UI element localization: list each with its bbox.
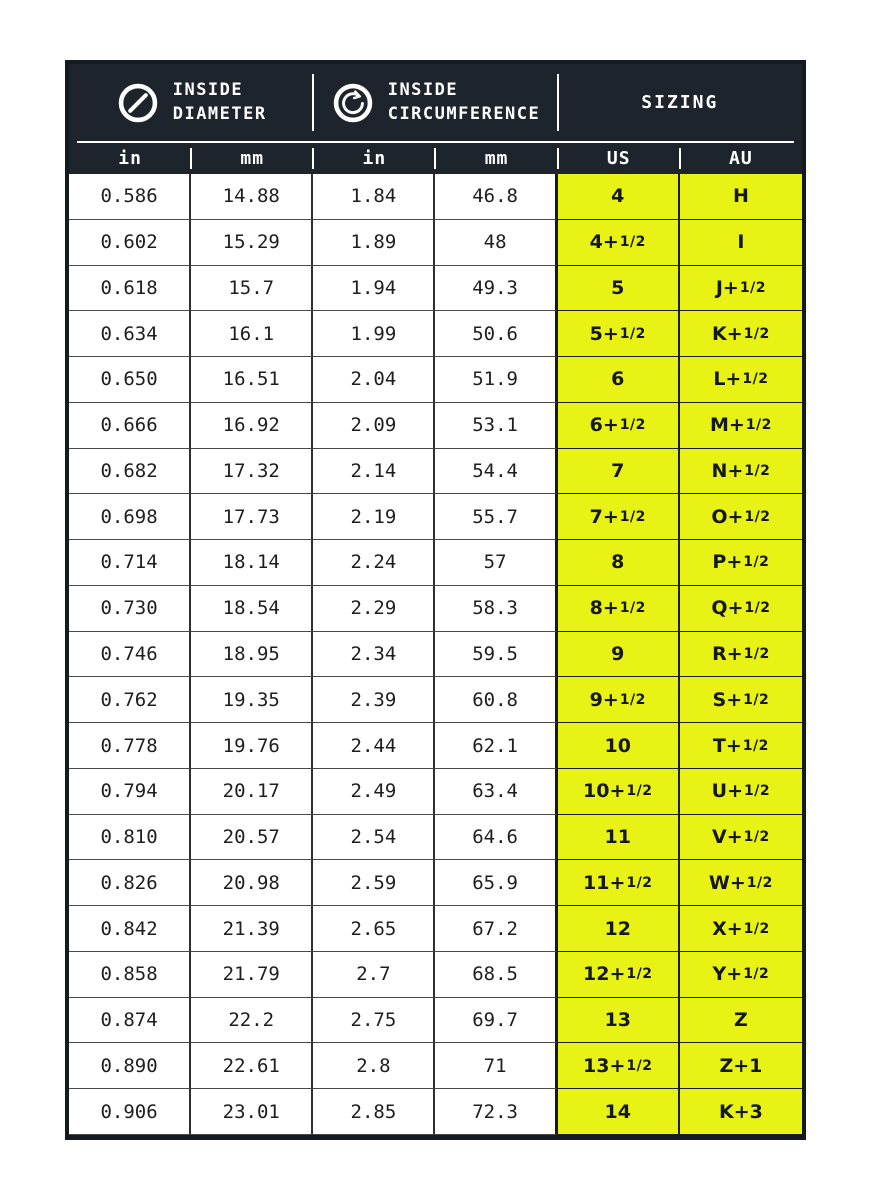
measurement-cell: 18.54: [191, 586, 313, 632]
measurement-cell: 0.858: [69, 952, 191, 998]
size-cell: 7: [558, 449, 680, 495]
measurement-cell: 0.778: [69, 723, 191, 769]
measurement-cell: 2.65: [313, 906, 435, 952]
measurement-cell: 55.7: [435, 494, 557, 540]
size-cell: J+ 1/2: [680, 266, 802, 312]
column-header-diameter-mm: mm: [191, 143, 313, 174]
size-cell: 10: [558, 723, 680, 769]
table-body: [69, 174, 802, 1135]
measurement-cell: 0.698: [69, 494, 191, 540]
measurement-cell: 2.85: [313, 1089, 435, 1135]
header-line: CIRCUMFERENCE: [387, 103, 541, 124]
measurement-cell: 0.730: [69, 586, 191, 632]
size-cell: S+ 1/2: [680, 677, 802, 723]
measurement-cell: 72.3: [435, 1089, 557, 1135]
table-header: [69, 64, 802, 174]
measurement-cell: 2.59: [313, 860, 435, 906]
measurement-cell: 0.586: [69, 174, 191, 220]
measurement-cell: 0.714: [69, 540, 191, 586]
measurement-cell: 15.7: [191, 266, 313, 312]
measurement-cell: 59.5: [435, 632, 557, 678]
measurement-cell: 67.2: [435, 906, 557, 952]
measurement-cell: 2.7: [313, 952, 435, 998]
measurement-cell: 19.76: [191, 723, 313, 769]
size-cell: K+ 1/2: [680, 311, 802, 357]
size-cell: Y+ 1/2: [680, 952, 802, 998]
measurement-cell: 68.5: [435, 952, 557, 998]
size-cell: L+ 1/2: [680, 357, 802, 403]
size-cell: 4: [558, 174, 680, 220]
size-cell: Q+ 1/2: [680, 586, 802, 632]
measurement-cell: 48: [435, 220, 557, 266]
size-cell: 11+ 1/2: [558, 860, 680, 906]
measurement-cell: 49.3: [435, 266, 557, 312]
column-header-au-size: AU: [680, 143, 802, 174]
header-groups-row: [69, 64, 802, 141]
measurement-cell: 0.826: [69, 860, 191, 906]
measurement-cell: 46.8: [435, 174, 557, 220]
size-cell: R+ 1/2: [680, 632, 802, 678]
header-group-inside-circumference: [313, 64, 557, 141]
measurement-cell: 18.95: [191, 632, 313, 678]
measurement-cell: 2.75: [313, 998, 435, 1044]
column-header-circumference-in: in: [313, 143, 435, 174]
measurement-cell: 0.874: [69, 998, 191, 1044]
size-cell: 12: [558, 906, 680, 952]
size-cell: W+ 1/2: [680, 860, 802, 906]
measurement-cell: 58.3: [435, 586, 557, 632]
size-cell: U+ 1/2: [680, 769, 802, 815]
measurement-cell: 2.34: [313, 632, 435, 678]
measurement-cell: 2.39: [313, 677, 435, 723]
measurement-cell: 57: [435, 540, 557, 586]
size-cell: 9: [558, 632, 680, 678]
column-headers-row: [69, 143, 802, 174]
measurement-cell: 69.7: [435, 998, 557, 1044]
size-cell: V+ 1/2: [680, 815, 802, 861]
measurement-cell: 22.2: [191, 998, 313, 1044]
size-cell: 6: [558, 357, 680, 403]
size-cell: 11: [558, 815, 680, 861]
measurement-cell: 18.14: [191, 540, 313, 586]
measurement-cell: 1.89: [313, 220, 435, 266]
measurement-cell: 16.1: [191, 311, 313, 357]
measurement-cell: 20.57: [191, 815, 313, 861]
size-cell: I: [680, 220, 802, 266]
measurement-cell: 17.73: [191, 494, 313, 540]
size-cell: 12+ 1/2: [558, 952, 680, 998]
measurement-cell: 0.794: [69, 769, 191, 815]
measurement-cell: 23.01: [191, 1089, 313, 1135]
size-cell: H: [680, 174, 802, 220]
measurement-cell: 0.666: [69, 403, 191, 449]
size-cell: P+ 1/2: [680, 540, 802, 586]
measurement-cell: 60.8: [435, 677, 557, 723]
measurement-cell: 20.17: [191, 769, 313, 815]
size-cell: 13+ 1/2: [558, 1043, 680, 1089]
measurement-cell: 2.8: [313, 1043, 435, 1089]
measurement-cell: 14.88: [191, 174, 313, 220]
measurement-cell: 53.1: [435, 403, 557, 449]
size-cell: 9+ 1/2: [558, 677, 680, 723]
size-cell: 4+ 1/2: [558, 220, 680, 266]
measurement-cell: 21.79: [191, 952, 313, 998]
measurement-cell: 65.9: [435, 860, 557, 906]
ring-size-table: [65, 60, 806, 1140]
measurement-cell: 1.94: [313, 266, 435, 312]
size-cell: 6+ 1/2: [558, 403, 680, 449]
measurement-cell: 2.09: [313, 403, 435, 449]
size-cell: O+ 1/2: [680, 494, 802, 540]
size-cell: N+ 1/2: [680, 449, 802, 495]
measurement-cell: 0.746: [69, 632, 191, 678]
size-cell: Z+1: [680, 1043, 802, 1089]
size-cell: 8+ 1/2: [558, 586, 680, 632]
measurement-cell: 16.92: [191, 403, 313, 449]
measurement-cell: 0.618: [69, 266, 191, 312]
diameter-icon: [116, 81, 160, 125]
circumference-icon: [331, 81, 375, 125]
measurement-cell: 64.6: [435, 815, 557, 861]
header-group-label: SIZING: [641, 92, 719, 113]
header-group-label: [173, 79, 267, 127]
size-cell: Z: [680, 998, 802, 1044]
size-cell: T+ 1/2: [680, 723, 802, 769]
header-line: INSIDE: [172, 79, 244, 100]
measurement-cell: 15.29: [191, 220, 313, 266]
measurement-cell: 71: [435, 1043, 557, 1089]
measurement-cell: 0.906: [69, 1089, 191, 1135]
measurement-cell: 0.762: [69, 677, 191, 723]
size-cell: X+ 1/2: [680, 906, 802, 952]
measurement-cell: 19.35: [191, 677, 313, 723]
measurement-cell: 0.682: [69, 449, 191, 495]
measurement-cell: 21.39: [191, 906, 313, 952]
measurement-cell: 63.4: [435, 769, 557, 815]
measurement-cell: 2.49: [313, 769, 435, 815]
size-cell: 7+ 1/2: [558, 494, 680, 540]
column-header-us-size: US: [558, 143, 680, 174]
measurement-cell: 0.634: [69, 311, 191, 357]
size-cell: 5: [558, 266, 680, 312]
measurement-cell: 0.890: [69, 1043, 191, 1089]
measurement-cell: 54.4: [435, 449, 557, 495]
size-cell: 14: [558, 1089, 680, 1135]
measurement-cell: 0.650: [69, 357, 191, 403]
size-cell: M+ 1/2: [680, 403, 802, 449]
measurement-cell: 2.04: [313, 357, 435, 403]
size-cell: K+3: [680, 1089, 802, 1135]
measurement-cell: 2.19: [313, 494, 435, 540]
measurement-cell: 22.61: [191, 1043, 313, 1089]
measurement-cell: 16.51: [191, 357, 313, 403]
header-group-inside-diameter: [69, 64, 313, 141]
size-cell: 10+ 1/2: [558, 769, 680, 815]
size-cell: 5+ 1/2: [558, 311, 680, 357]
measurement-cell: 2.29: [313, 586, 435, 632]
column-header-diameter-in: in: [118, 148, 142, 169]
size-cell: 8: [558, 540, 680, 586]
measurement-cell: 51.9: [435, 357, 557, 403]
header-line: DIAMETER: [172, 103, 267, 124]
measurement-cell: 2.24: [313, 540, 435, 586]
header-group-label: [388, 79, 541, 127]
measurement-cell: 17.32: [191, 449, 313, 495]
measurement-cell: 2.54: [313, 815, 435, 861]
measurement-cell: 0.842: [69, 906, 191, 952]
measurement-cell: 20.98: [191, 860, 313, 906]
measurement-cell: 50.6: [435, 311, 557, 357]
measurement-cell: 2.44: [313, 723, 435, 769]
measurement-cell: 2.14: [313, 449, 435, 495]
column-header-circumference-mm: mm: [435, 143, 557, 174]
size-cell: 13: [558, 998, 680, 1044]
measurement-cell: 1.99: [313, 311, 435, 357]
header-group-sizing: [558, 64, 802, 141]
measurement-cell: 0.602: [69, 220, 191, 266]
measurement-cell: 62.1: [435, 723, 557, 769]
measurement-cell: 1.84: [313, 174, 435, 220]
measurement-cell: 0.810: [69, 815, 191, 861]
header-line: INSIDE: [387, 79, 459, 100]
